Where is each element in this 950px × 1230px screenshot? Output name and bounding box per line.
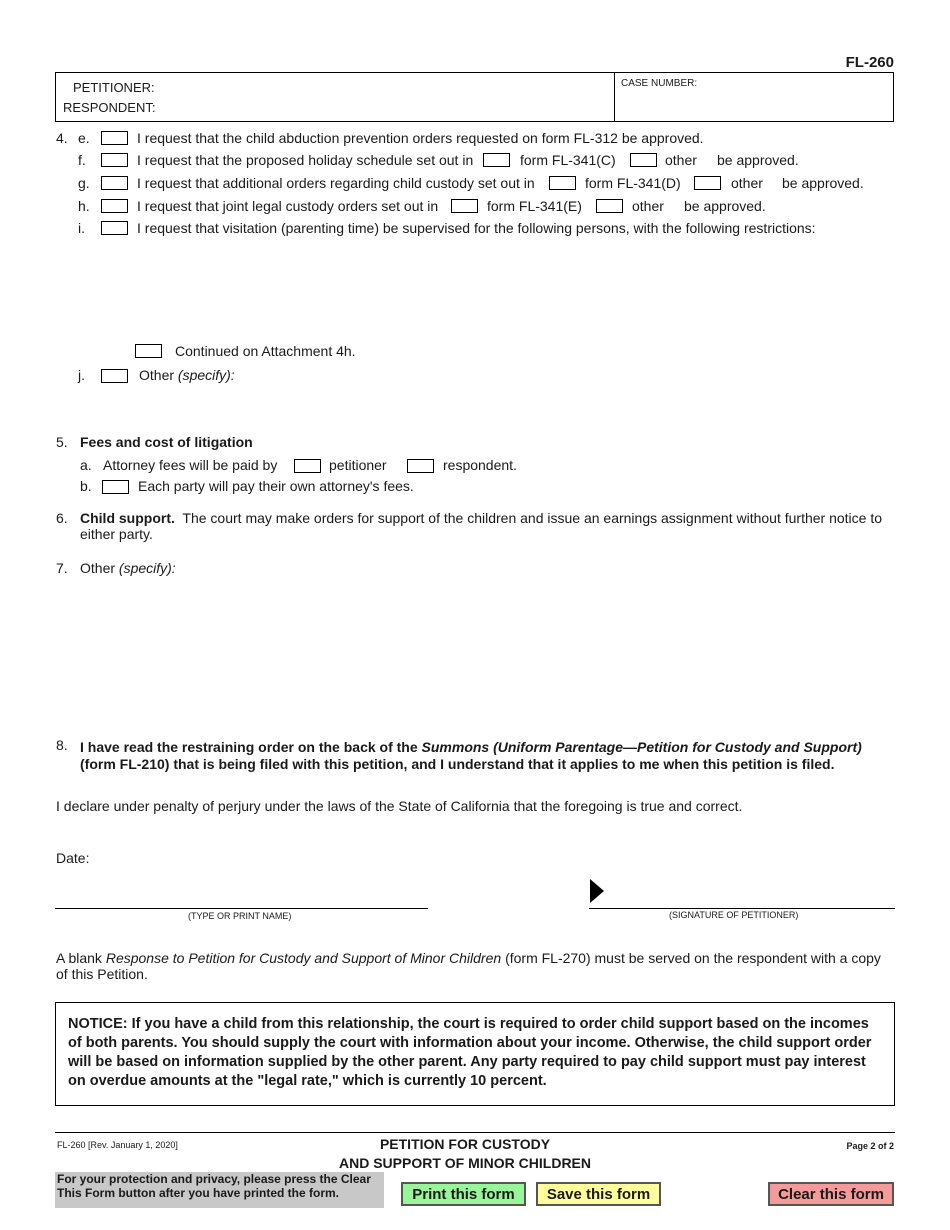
respondent-label: RESPONDENT: [63,100,156,115]
notice-text: NOTICE: If you have a child from this relationship, the court is required to order child support based on the incomes of both parents. You should supply the court with information about your income. Otherwise, the child support order will be based on information supplied by the other parent. Any party required to pay child support must pay interest on overdue amounts at the "legal rate," which is currently 10 percent. [68,1016,872,1089]
item4f-other-checkbox[interactable] [630,153,657,167]
signature-arrow-icon [590,879,604,903]
continued-attachment-checkbox[interactable] [135,344,162,358]
item4-number: 4. [56,130,68,146]
clear-form-button[interactable]: Clear this form [768,1182,894,1206]
fees-respondent-checkbox[interactable] [407,459,434,473]
item5a-letter: a. [80,457,92,473]
fees-respondent-label: respondent. [443,457,517,473]
item4g-other-checkbox[interactable] [694,176,721,190]
item5b-letter: b. [80,478,92,494]
item4g-opt1: form FL-341(D) [585,175,681,191]
header-divider [614,73,615,121]
item7-text: Other (specify): [80,560,176,576]
item6-line2: either party. [80,526,153,542]
item4f-end: be approved. [717,152,799,168]
item5b-text: Each party will pay their own attorney's fees. [138,478,414,494]
case-header [55,72,894,122]
item4g-text: I request that additional orders regarding child custody set out in [137,175,535,191]
item4h-other-checkbox[interactable] [596,199,623,213]
item4g-opt2: other [731,175,763,191]
item4i-letter: i. [78,220,85,236]
item4e-checkbox[interactable] [101,131,128,145]
item4h-fl341e-checkbox[interactable] [451,199,478,213]
item7-number: 7. [56,560,68,576]
footer-title-2: AND SUPPORT OF MINOR CHILDREN [339,1155,591,1171]
name-line[interactable] [55,908,428,909]
item4j-letter: j. [78,367,85,383]
item4e-text: I request that the child abduction prevention orders requested on form FL-312 be approved. [137,130,704,146]
item4j-text: Other (specify): [139,367,235,383]
item4h-letter: h. [78,198,90,214]
fees-petitioner-label: petitioner [329,457,387,473]
save-form-button[interactable]: Save this form [536,1182,661,1206]
privacy-note [55,1172,384,1208]
item5b-checkbox[interactable] [102,480,129,494]
response-note-line1: A blank Response to Petition for Custody and Support of Minor Children (form FL-270) must be served on the respondent with a copy [56,950,881,966]
item4f-opt2: other [665,152,697,168]
continued-attachment-label: Continued on Attachment 4h. [175,343,356,359]
item6-number: 6. [56,510,68,526]
item4f-checkbox[interactable] [101,153,128,167]
signature-caption: (SIGNATURE OF PETITIONER) [669,910,799,920]
footer-rule [55,1132,895,1133]
item4f-opt1: form FL-341(C) [520,152,616,168]
item6-line1: Child support. The court may make orders for support of the children and issue an earnings assignment without further notice to [80,510,883,526]
item5-title: Fees and cost of litigation [80,434,253,450]
name-caption: (TYPE OR PRINT NAME) [188,911,292,921]
item4g-checkbox[interactable] [101,176,128,190]
item4h-opt1: form FL-341(E) [487,198,582,214]
item5a-text: Attorney fees will be paid by [103,457,278,473]
response-note-line2: of this Petition. [56,966,148,982]
item4f-letter: f. [78,152,86,168]
footer-page: Page 2 of 2 [846,1141,894,1151]
footer-rev: FL-260 [Rev. January 1, 2020] [57,1140,178,1150]
footer-title-1: PETITION FOR CUSTODY [379,1136,551,1152]
item8-number: 8. [56,737,68,753]
item4g-letter: g. [78,175,90,191]
notice-box [55,1002,895,1106]
item8-line2: (form FL-210) that is being filed with this petition, and I understand that it applies to me when this petition is filed. [80,756,835,772]
signature-line[interactable] [589,908,895,909]
petitioner-label: PETITIONER: [73,80,155,95]
item4h-end: be approved. [684,198,766,214]
item4g-end: be approved. [782,175,864,191]
item4h-text: I request that joint legal custody orders set out in [137,198,439,214]
item4h-opt2: other [632,198,664,214]
print-form-button[interactable]: Print this form [401,1182,526,1206]
declaration: I declare under penalty of perjury under the laws of the State of California that the foregoing is true and correct. [56,798,743,814]
case-number-label: CASE NUMBER: [621,78,698,89]
item4f-text: I request that the proposed holiday schedule set out in [137,152,474,168]
item4i-checkbox[interactable] [101,221,128,235]
item4j-checkbox[interactable] [101,369,128,383]
date-label: Date: [56,850,90,866]
fees-petitioner-checkbox[interactable] [294,459,321,473]
item8-line1: I have read the restraining order on the back of the Summons (Uniform Parentage—Petition for Custody and Support) [80,739,862,755]
item4e-letter: e. [78,130,90,146]
form-id: FL-260 [845,54,894,71]
item5-number: 5. [56,434,68,450]
item4f-fl341c-checkbox[interactable] [483,153,510,167]
item4g-fl341d-checkbox[interactable] [549,176,576,190]
privacy-note-text: For your protection and privacy, please press the Clear This Form button after you have printed the form. [57,1172,371,1200]
item4i-text: I request that visitation (parenting time) be supervised for the following persons, with the following restrictions: [137,220,816,236]
item4h-checkbox[interactable] [101,199,128,213]
